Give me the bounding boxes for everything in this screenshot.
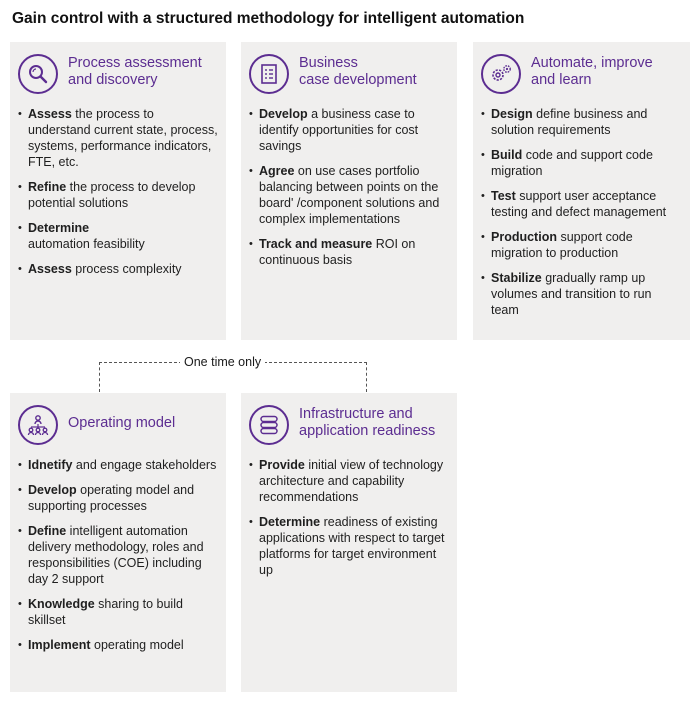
checklist-icon <box>249 54 289 94</box>
list-item: • Develop operating model and supporting processes <box>18 482 218 514</box>
card-title: Business case development <box>299 55 417 88</box>
list-item: • Knowledge sharing to build skillset <box>18 596 218 628</box>
list-item: • Stabilize gradually ramp up volumes and transition to run team <box>481 270 682 318</box>
card-operating-model <box>10 393 226 692</box>
card-items <box>249 106 449 268</box>
card-items <box>481 106 682 318</box>
card-header <box>249 54 449 94</box>
connector-label: One time only <box>180 354 265 370</box>
card-items <box>18 106 218 277</box>
list-item: • Refine the process to develop potential solutions <box>18 179 218 211</box>
org-chart-icon <box>18 405 58 445</box>
list-item: • Idnetify and engage stakeholders <box>18 457 218 473</box>
card-header <box>481 54 682 94</box>
page-title: Gain control with a structured methodology for intelligent automation <box>12 10 525 27</box>
card-header <box>18 54 218 94</box>
card-title: Infrastructure and application readiness <box>299 406 436 439</box>
list-item: • Test support user acceptance testing and defect management <box>481 188 682 220</box>
card-items <box>18 457 218 653</box>
list-item: • Develop a business case to identify opportunities for cost savings <box>249 106 449 154</box>
card-business-case <box>241 42 457 340</box>
list-item: • Assess process complexity <box>18 261 218 277</box>
card-items <box>249 457 449 578</box>
list-item: • Assess the process to understand current state, process, systems, performance indicators, FTE, etc. <box>18 106 218 170</box>
card-title: Process assessment and discovery <box>68 55 202 88</box>
card-infrastructure <box>241 393 457 692</box>
card-title: Operating model <box>68 415 176 431</box>
list-item: • Implement operating model <box>18 637 218 653</box>
card-title: Automate, improve and learn <box>531 55 653 88</box>
list-item: • Provide initial view of technology architecture and capability recommendations <box>249 457 449 505</box>
magnifier-icon <box>18 54 58 94</box>
list-item: • Track and measure ROI on continuous basis <box>249 236 449 268</box>
list-item: • Define intelligent automation delivery methodology, roles and responsibilities (COE) including day 2 support <box>18 523 218 587</box>
server-stack-icon <box>249 405 289 445</box>
list-item: • Production support code migration to production <box>481 229 682 261</box>
list-item: • Determine readiness of existing applications with respect to target platforms for target environment up <box>249 514 449 578</box>
list-item: • Design define business and solution requirements <box>481 106 682 138</box>
gears-icon <box>481 54 521 94</box>
card-process-assessment <box>10 42 226 340</box>
list-item: • Build code and support code migration <box>481 147 682 179</box>
card-automate-improve <box>473 42 690 340</box>
list-item: • Agree on use cases portfolio balancing between points on the board' /component solutions and complex implementations <box>249 163 449 227</box>
card-header <box>249 405 449 445</box>
card-header <box>18 405 218 445</box>
list-item: • Determine automation feasibility <box>18 220 218 252</box>
